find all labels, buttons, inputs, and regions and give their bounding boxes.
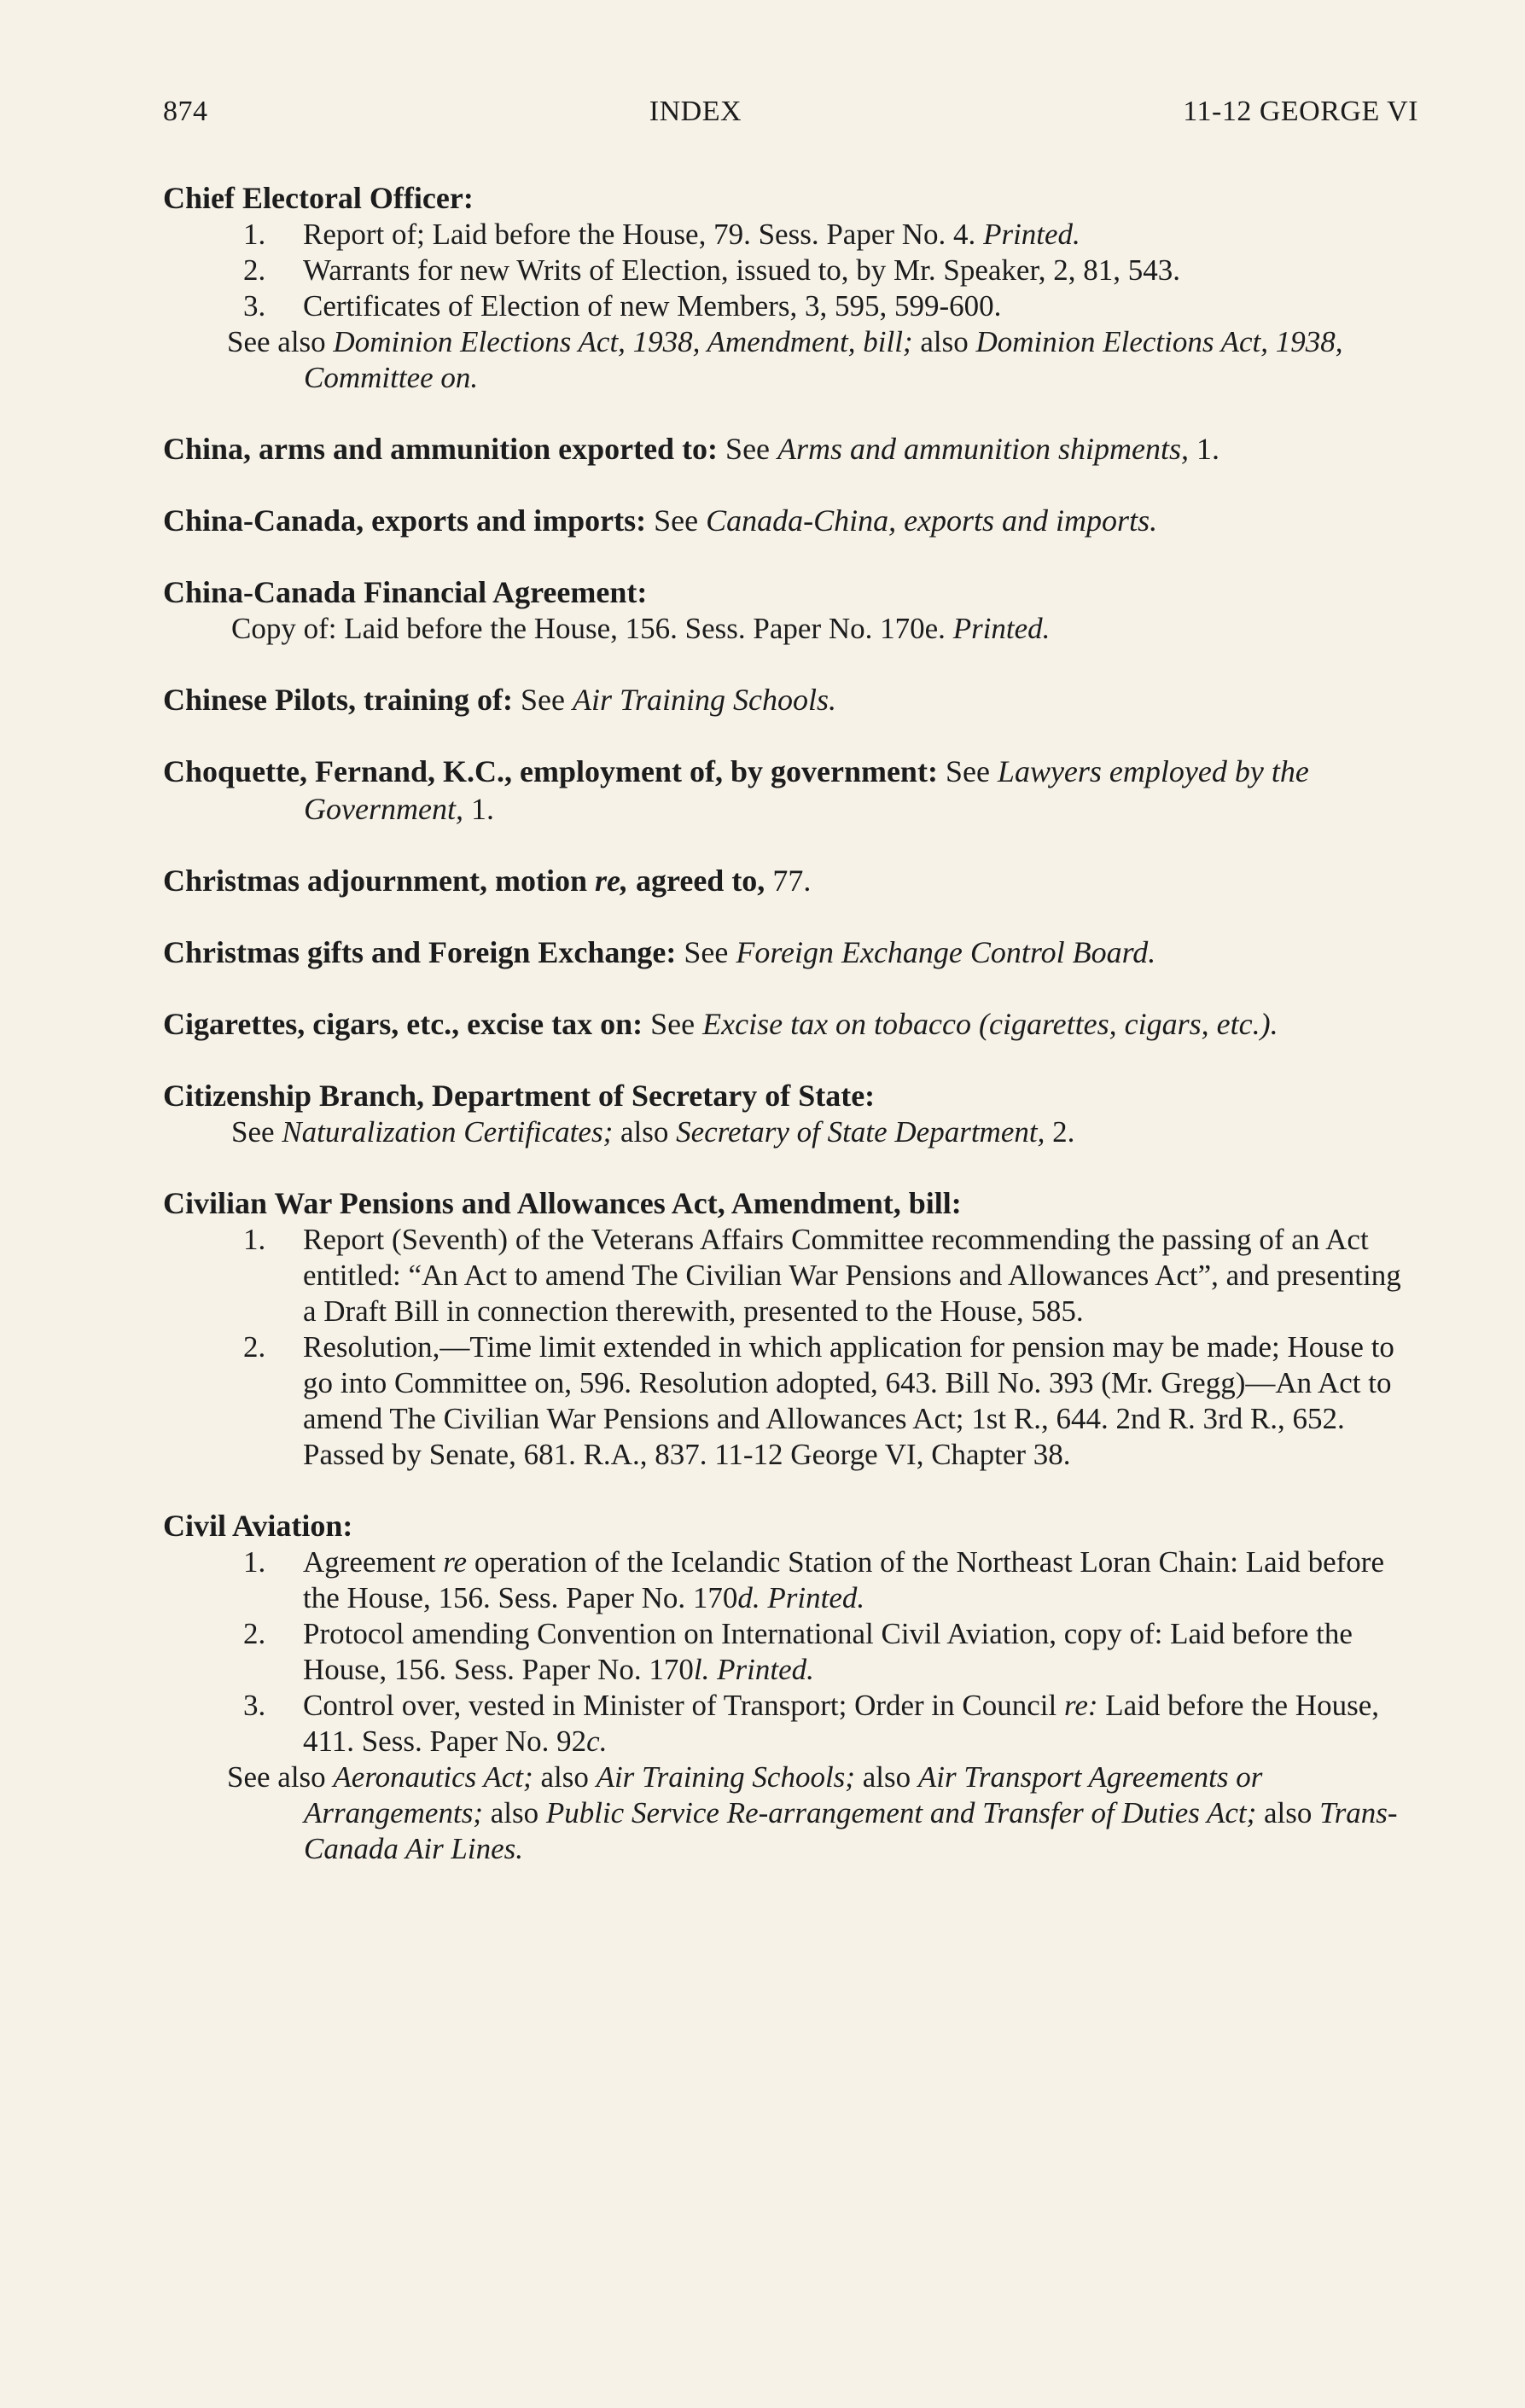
- index-entry: [163, 1005, 1418, 1043]
- entry-heading: Chief Electoral Officer:: [163, 181, 474, 215]
- index-entry: [163, 502, 1418, 539]
- list-item: 1. Report of; Laid before the House, 79. Sess. Paper No. 4. Printed.: [243, 218, 1080, 251]
- entry-heading: Citizenship Branch, Department of Secretary of State:: [163, 1079, 876, 1113]
- entry-heading: Cigarettes, cigars, etc., excise tax on: See Excise tax on tobacco (cigarettes, cigars, etc.).: [163, 1007, 1278, 1041]
- entry-heading: China-Canada Financial Agreement:: [163, 575, 648, 609]
- index-entry: [163, 179, 1418, 396]
- page-title: INDEX: [649, 96, 742, 127]
- index-entry: [163, 681, 1418, 718]
- page-number: 874: [163, 96, 208, 127]
- entry-heading: Christmas adjournment, motion re, agreed to, 77.: [163, 864, 812, 898]
- index-entry: [163, 1184, 1418, 1473]
- list-item: 2. Resolution,—Time limit extended in which application for pension may be made; House to go into Committee on, 596. Resolution adopted, 643. Bill No. 393 (Mr. Gregg)—An Act to amend The Civilian War Pensions and Allowances Act; 1st R., 644. 2nd R. 3rd R., 652. Passed by Senate, 681. R.A., 837. 11-12 George VI, Chapter 38.: [243, 1330, 1394, 1471]
- index-entry: [163, 862, 1418, 899]
- index-entry: [163, 430, 1418, 468]
- list-item: 1. Agreement re operation of the Icelandic Station of the Northeast Loran Chain: Laid before the House, 156. Sess. Paper No. 170d. Printed.: [243, 1545, 1384, 1614]
- see-also-reference: See Naturalization Certificates; also Secretary of State Department, 2.: [231, 1115, 1075, 1149]
- list-item: 3. Certificates of Election of new Members, 3, 595, 599-600.: [243, 289, 1002, 323]
- list-item: 3. Control over, vested in Minister of Transport; Order in Council re: Laid before the House, 411. Sess. Paper No. 92c.: [243, 1689, 1379, 1758]
- list-item: 2. Protocol amending Convention on International Civil Aviation, copy of: Laid before the House, 156. Sess. Paper No. 170l. Printed.: [243, 1617, 1353, 1686]
- running-head: [163, 96, 1418, 128]
- entry-heading: China, arms and ammunition exported to: See Arms and ammunition shipments, 1.: [163, 432, 1220, 466]
- index-entry: [163, 753, 1418, 828]
- entry-heading: Chinese Pilots, training of: See Air Training Schools.: [163, 683, 837, 717]
- index-entry: [163, 1077, 1418, 1150]
- entry-heading: China-Canada, exports and imports: See Canada-China, exports and imports.: [163, 503, 1158, 538]
- see-also-reference: See also Dominion Elections Act, 1938, Amendment, bill; also Dominion Elections Act, 1938, Committee on.: [227, 325, 1343, 394]
- see-also-reference: See also Aeronautics Act; also Air Training Schools; also Air Transport Agreements or Arrangements; also Public Service Re-arrangement and Transfer of Duties Act; also Trans-Canada Air Lines.: [227, 1760, 1398, 1865]
- entry-heading: Choquette, Fernand, K.C., employment of, by government: See Lawyers employed by the Government, 1.: [163, 754, 1309, 826]
- index-entry: [163, 934, 1418, 971]
- list-item: 2. Warrants for new Writs of Election, issued to, by Mr. Speaker, 2, 81, 543.: [243, 253, 1180, 287]
- index-entry: [163, 573, 1418, 647]
- entry-detail: Copy of: Laid before the House, 156. Sess. Paper No. 170e. Printed.: [231, 612, 1051, 645]
- list-item: 1. Report (Seventh) of the Veterans Affairs Committee recommending the passing of an Act entitled: “An Act to amend The Civilian War Pensions and Allowances Act”, and presenting a Draft Bill in connection therewith, presented to the House, 585.: [243, 1223, 1401, 1328]
- entry-heading: Christmas gifts and Foreign Exchange: See Foreign Exchange Control Board.: [163, 935, 1156, 969]
- session-label: 11-12 GEORGE VI: [1183, 96, 1418, 127]
- entry-heading: Civil Aviation:: [163, 1509, 353, 1543]
- index-entry: [163, 1507, 1418, 1867]
- entry-heading: Civilian War Pensions and Allowances Act, Amendment, bill:: [163, 1186, 962, 1220]
